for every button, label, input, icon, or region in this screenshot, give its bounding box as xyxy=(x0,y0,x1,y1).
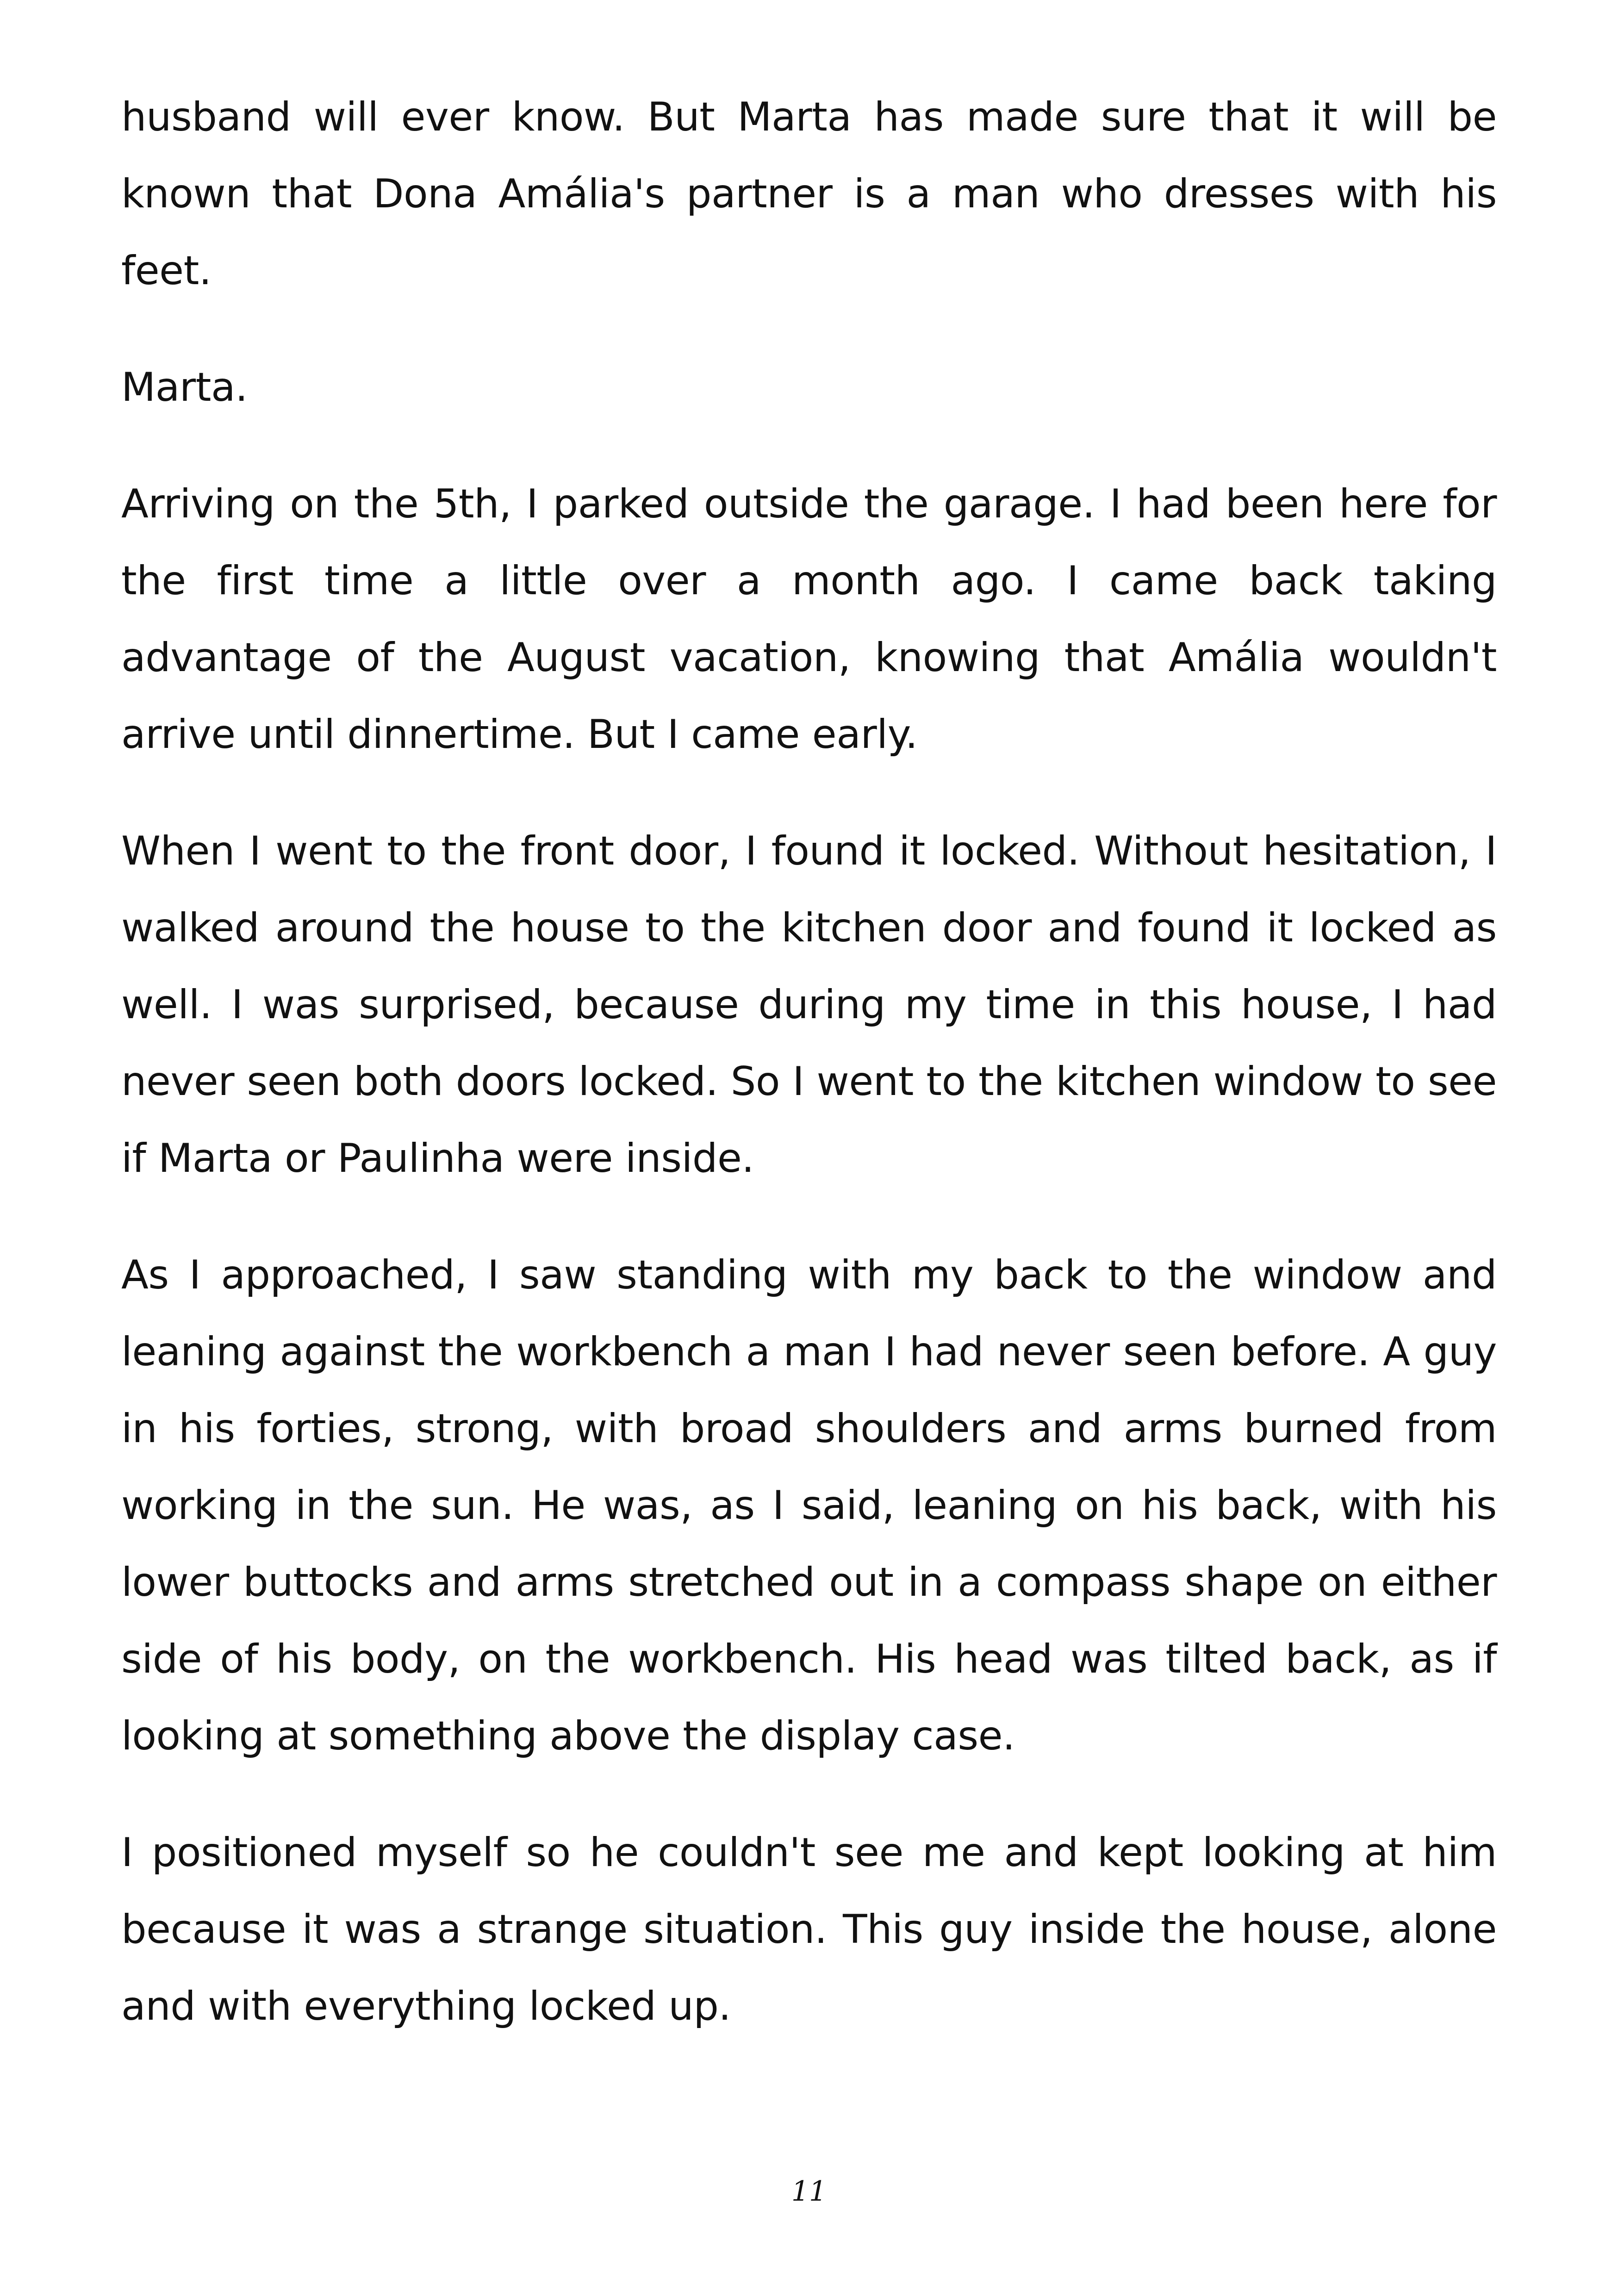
paragraph: husband will ever know. But Marta has made sure that it will be known that Dona Amália's partner is a man who dresses with his feet. xyxy=(121,94,1497,294)
paragraph: As I approached, I saw standing with my back to the window and leaning against the workbench a man I had never seen before. A guy in his forties, strong, with broad shoulders and arms burned from working in the sun. He was, as I said, leaning on his back, with his lower buttocks and arms stretched out in a compass shape on either side of his body, on the workbench. His head was tilted back, as if looking at something above the display case. xyxy=(121,1252,1497,1759)
paragraph: When I went to the front door, I found it locked. Without hesitation, I walked around the house to the kitchen door and found it locked as well. I was surprised, because during my time in this house, I had never seen both doors locked. So I went to the kitchen window to see if Marta or Paulinha were inside. xyxy=(121,828,1497,1182)
paragraph: I positioned myself so he couldn't see me and kept looking at him because it was a strange situation. This guy inside the house, alone and with everything locked up. xyxy=(121,1829,1497,2029)
paragraph: Marta. xyxy=(121,364,248,411)
body-text xyxy=(121,79,1497,2084)
paragraph: Arriving on the 5th, I parked outside the garage. I had been here for the first time a little over a month ago. I came back taking advantage of the August vacation, knowing that Amália wouldn't arrive until dinnertime. But I came early. xyxy=(121,481,1497,758)
page-number: 11 xyxy=(791,2175,827,2208)
